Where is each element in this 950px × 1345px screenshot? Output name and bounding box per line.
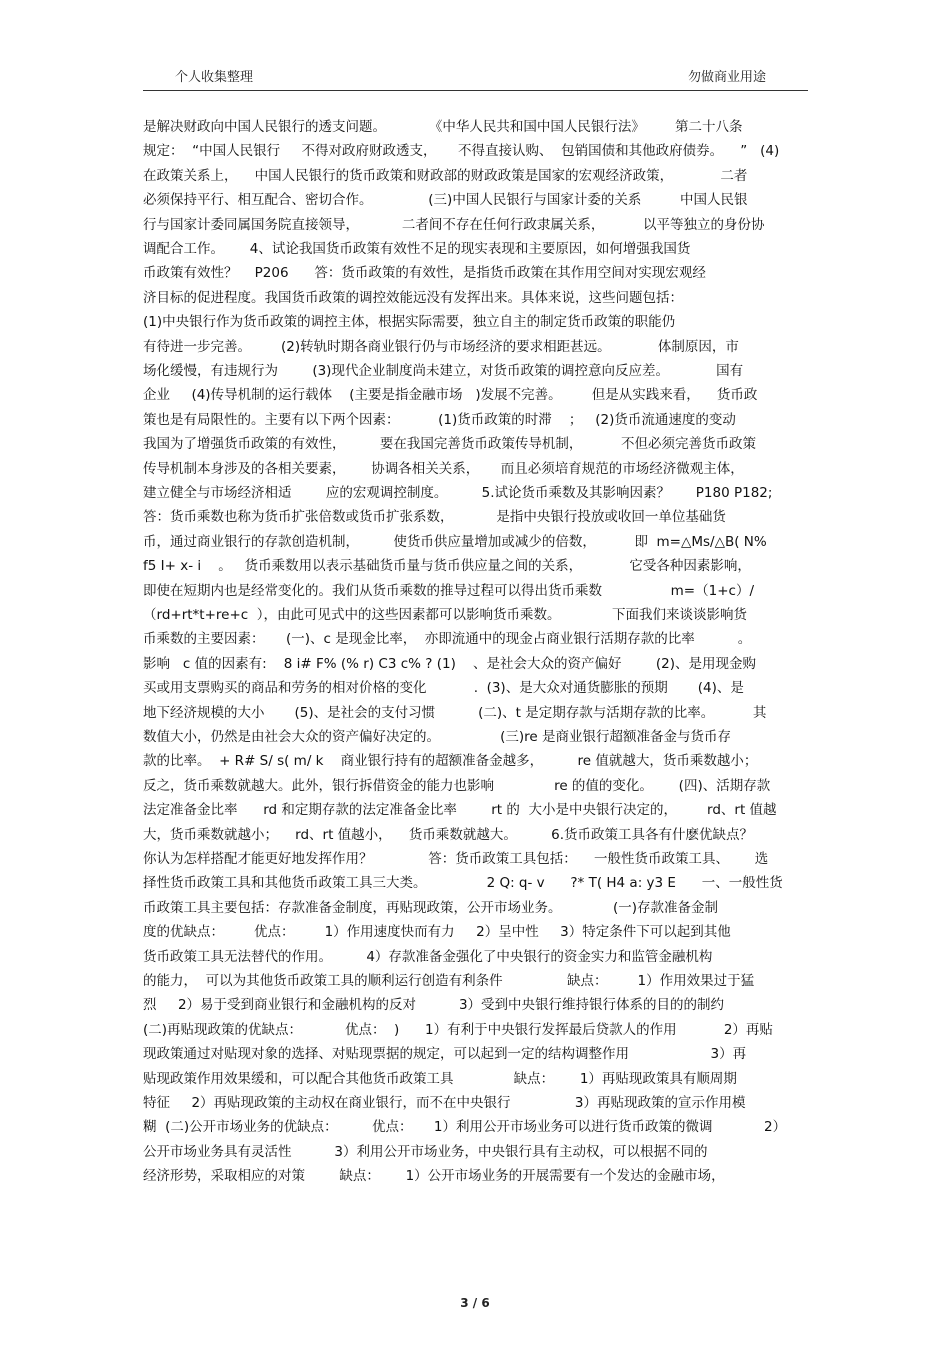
text-line: 规定： “中国人民银行 不得对政府财政透支， 不得直接认购、 包销国债和其他政府债券。 ” (4) xyxy=(143,143,780,160)
text-line: 场化缓慢，有违规行为 (3)现代企业制度尚未建立，对货币政策的调控意向反应差。 国有 xyxy=(143,363,744,379)
text-line: 反之，货币乘数就越大。此外，银行拆借资金的能力也影响 re 的值的变化。 (四)、活期存款 xyxy=(143,777,771,794)
text-line: (二)再贴现政策的优缺点： 优点： ) 1）有利于中央银行发挥最后贷款人的作用 2）再贴 xyxy=(143,1021,773,1038)
text-line: 你认为怎样搭配才能更好地发挥作用？ 答：货币政策工具包括： 一般性货币政策工具、 选 xyxy=(143,851,769,867)
text-line: 现政策通过对贴现对象的选择、对贴现票据的规定，可以起到一定的结构调整作用 3）再 xyxy=(143,1046,747,1063)
text-line: 行与国家计委同属国务院直接领导， 二者间不存在任何行政隶属关系， 以平等独立的身份协 xyxy=(143,216,765,233)
text-line: 企业 (4)传导机制的运行载体 (主要是指金融市场 )发展不完善。 但是从实践来看， 货币政 xyxy=(143,387,758,404)
text-line: （rd+rt*t+re+c ），由此可见式中的这些因素都可以影响货币乘数。 下面我们来谈谈影响货 xyxy=(143,607,748,623)
text-line: 的能力， 可以为其他货币政策工具的顺利运行创造有利条件 缺点： 1）作用效果过于猛 xyxy=(143,973,755,989)
text-line: 必须保持平行、相互配合、密切合作。 (三)中国人民银行与国家计委的关系 中国人民银 xyxy=(143,192,748,209)
page-number: 3 / 6 xyxy=(460,1296,490,1310)
text-line: 我国为了增强货币政策的有效性， 要在我国完善货币政策传导机制， 不但必须完善货币政策 xyxy=(143,436,756,453)
text-line: f5 I+ x- i 。 货币乘数用以表示基础货币量与货币供应量之间的关系， 它受各种因素影响， xyxy=(143,558,751,575)
text-line: 在政策关系上， 中国人民银行的货币政策和财政部的财政政策是国家的宏观经济政策， 二者 xyxy=(143,167,748,184)
header-left-text: 个人收集整理 xyxy=(175,70,254,85)
text-line: 烈 2）易于受到商业银行和金融机构的反对 3）受到中央银行维持银行体系的目的的制约 xyxy=(143,997,725,1014)
text-line: 糊 (二)公开市场业务的优缺点： 优点： 1）利用公开市场业务可以进行货币政策的微调 2） xyxy=(143,1119,787,1136)
text-line: 影响 c 值的因素有: 8 i# F% (% r) C3 c% ? (1) 、是社会大众的资产偏好 (2)、是用现金购 xyxy=(143,655,756,672)
text-line: 公开市场业务具有灵活性 3）利用公开市场业务，中央银行具有主动权，可以根据不同的 xyxy=(143,1143,708,1160)
text-line: 大，货币乘数就越小； rd、rt 值越小， 货币乘数就越大。 6.货币政策工具各有什麽优缺点？ xyxy=(143,826,754,843)
text-line: 币，通过商业银行的存款创造机制， 使货币供应量增加或减少的倍数， 即 m=△Ms/△B( N% xyxy=(143,533,767,550)
text-line: 度的优缺点： 优点： 1）作用速度快而有力 2）呈中性 3）特定条件下可以起到其他 xyxy=(143,924,731,941)
text-line: 货币政策工具无法替代的作用。 4）存款准备金强化了中央银行的资金实力和监管金融机构 xyxy=(143,948,713,965)
text-line: 款的比率。 + R# S/ s( m/ k 商业银行持有的超额准备金越多， re 值就越大，货币乘数越小； xyxy=(143,753,758,770)
text-line: 买或用支票购买的商品和劳务的相对价格的变化 . (3)、是大众对通货膨胀的预期 (4)、是 xyxy=(143,680,744,697)
text-line: 有待进一步完善。 (2)转轨时期各商业银行仍与市场经济的要求相距甚远。 体制原因，市 xyxy=(143,338,739,355)
text-line: 传导机制本身涉及的各相关要素， 协调各相关关系， 而且必须培育规范的市场经济微观主体， xyxy=(143,460,744,477)
text-line: 即使在短期内也是经常变化的。我们从货币乘数的推导过程可以得出货币乘数 m=（1+c）/ xyxy=(143,582,754,599)
text-line: 建立健全与市场经济相适 应的宏观调控制度。 5.试论货币乘数及其影响因素？ P180 P182; xyxy=(143,485,773,501)
text-line: 济目标的促进程度。我国货币政策的调控效能远没有发挥出来。具体来说，这些问题包括： xyxy=(143,289,683,306)
text-line: 贴现政策作用效果缓和，可以配合其他货币政策工具 缺点： 1）再贴现政策具有顺周期 xyxy=(143,1070,737,1087)
text-line: 特征 2）再贴现政策的主动权在商业银行，而不在中央银行 3）再贴现政策的宣示作用模 xyxy=(143,1095,746,1111)
text-line: 择性货币政策工具和其他货币政策工具三大类。 2 Q: q- v ?* T( H4 a: y3 E 一、一般性货 xyxy=(143,875,783,892)
text-line: 币政策工具主要包括：存款准备金制度，再贴现政策，公开市场业务。 (一)存款准备金制 xyxy=(143,899,719,916)
text-line: 是解决财政向中国人民银行的透支问题。 《中华人民共和国中国人民银行法》 第二十八条 xyxy=(143,119,743,135)
text-line: 法定准备金比率 rd 和定期存款的法定准备金比率 rt 的 大小是中央银行决定的， rd、rt 值越 xyxy=(143,802,777,819)
text-line: 数值大小，仍然是由社会大众的资产偏好决定的。 (三)re 是商业银行超额准备金与货币存 xyxy=(143,729,731,745)
text-line: 币政策有效性？ P206 答：货币政策的有效性，是指货币政策在其作用空间对实现宏观经 xyxy=(143,265,706,282)
text-line: 答：货币乘数也称为货币扩张倍数或货币扩张系数， 是指中央银行投放或收回一单位基础货 xyxy=(143,509,726,526)
text-line: 策也是有局限性的。主要有以下两个因素： (1)货币政策的时滞 ； (2)货币流通速度的变动 xyxy=(143,411,736,428)
header-right-text: 勿做商业用途 xyxy=(688,70,767,85)
text-line: (1)中央银行作为货币政策的调控主体，根据实际需要，独立自主的制定货币政策的职能仍 xyxy=(143,314,676,331)
text-line: 调配合工作。 4、试论我国货币政策有效性不足的现实表现和主要原因，如何增强我国货 xyxy=(143,241,691,257)
text-line: 经济形势，采取相应的对策 缺点： 1）公开市场业务的开展需要有一个发达的金融市场， xyxy=(143,1168,725,1185)
text-line: 地下经济规模的大小 (5)、是社会的支付习惯 (二)、t 是定期存款与活期存款的比率。 其 xyxy=(143,704,767,721)
text-line: 币乘数的主要因素： (一)、c 是现金比率， 亦即流通中的现金占商业银行活期存款的比率 。 xyxy=(143,631,752,648)
